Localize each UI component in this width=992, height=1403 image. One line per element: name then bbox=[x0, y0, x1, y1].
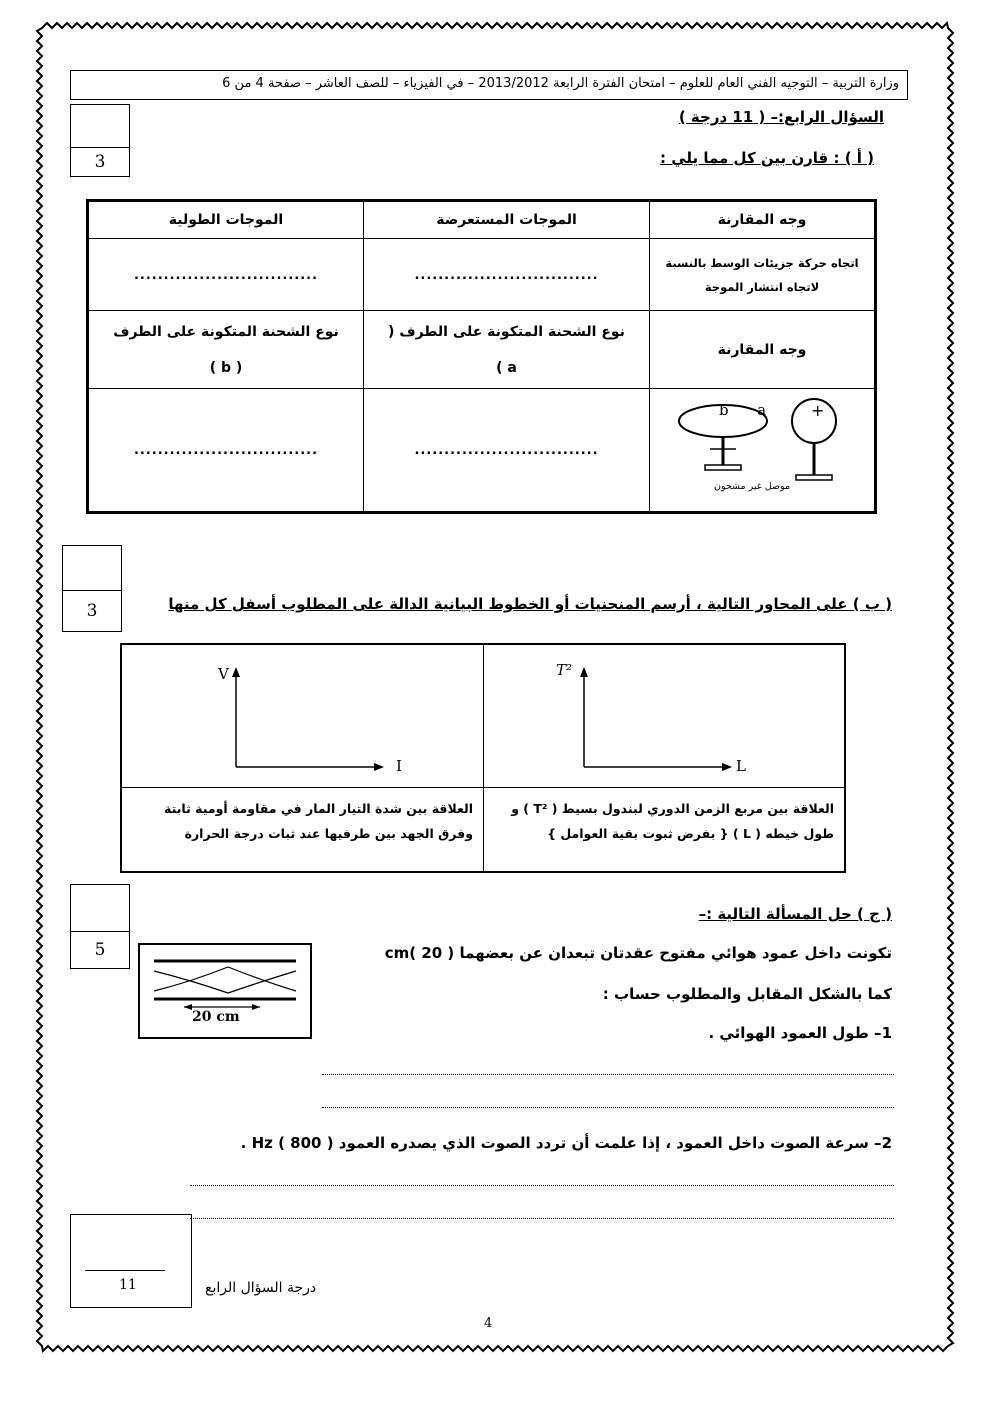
problem-line-2: كما بالشكل المقابل والمطلوب حساب : bbox=[602, 985, 892, 1003]
row2-label: وجه المقارنة bbox=[650, 311, 876, 389]
score-a: 3 bbox=[94, 152, 106, 172]
sub-question-2: 2– سرعة الصوت داخل العمود ، إذا علمت أن تردد الصوت الذي يصدره العمود Hz ( 800 ) . bbox=[240, 1134, 892, 1152]
part-b-prompt: ( ب ) على المحاور التالية ، أرسم المنحنيات أو الخطوط البيانية الدالة على المطلوب أسفل كل منها bbox=[168, 595, 892, 613]
figure-caption: موصل غير مشحون bbox=[714, 481, 790, 492]
row2-col-a: نوع الشحنة المتكونة على الطرف ( a ) bbox=[364, 311, 650, 389]
score-box-a bbox=[70, 104, 130, 177]
answer-blank[interactable]: ............................... bbox=[414, 443, 599, 458]
conductor-ends-label: b a bbox=[719, 401, 767, 419]
conductor-figure-cell bbox=[650, 389, 876, 513]
part-c-prompt: ( ج ) حل المسألة التالية :– bbox=[698, 905, 892, 923]
answer-blank[interactable]: ............................... bbox=[133, 443, 319, 458]
score-box-b bbox=[62, 545, 122, 632]
graph-left-y-label: V bbox=[218, 665, 229, 683]
part-a-prompt: ( أ ) : قارن بين كل مما يلي : bbox=[659, 149, 874, 167]
graph-right-axes bbox=[484, 645, 844, 783]
graph-right-caption: العلاقة بين مربع الزمن الدوري لبندول بسيط ( T² ) و طول خيطه ( L ) { بفرض ثبوت بقية العوامل } bbox=[484, 788, 846, 872]
graph-right-cell bbox=[484, 644, 846, 788]
graph-left-caption: العلاقة بين شدة التيار المار في مقاومة أومية ثابتة وفرق الجهد بين طرفيها عند ثبات درجة الحرارة bbox=[121, 788, 484, 872]
total-score-label: درجة السؤال الرابع bbox=[205, 1280, 317, 1296]
positive-charge-sign: + bbox=[811, 401, 825, 420]
sub-question-1: 1– طول العمود الهوائي . bbox=[708, 1024, 892, 1042]
node-distance-label: 20 cm bbox=[192, 1009, 240, 1025]
col-header-transverse: الموجات المستعرضة bbox=[364, 201, 650, 239]
score-b: 3 bbox=[86, 601, 98, 621]
col-header-aspect: وجه المقارنة bbox=[650, 201, 876, 239]
comparison-table bbox=[86, 199, 877, 514]
graph-right-y-label: T² bbox=[556, 661, 573, 679]
answer-blank[interactable]: ............................... bbox=[133, 267, 319, 283]
problem-line-1: تكونت داخل عمود هوائي مفتوح عقدتان تبعدان عن بعضهما cm( 20 ) bbox=[384, 944, 892, 962]
score-box-c bbox=[70, 884, 130, 969]
col-header-longitudinal: الموجات الطولية bbox=[88, 201, 364, 239]
answer-line[interactable] bbox=[322, 1074, 894, 1075]
total-score-box bbox=[70, 1214, 192, 1308]
answer-line[interactable] bbox=[190, 1218, 894, 1219]
score-c: 5 bbox=[94, 940, 106, 960]
row1-label: اتجاه حركة جزيئات الوسط بالنسبة لاتجاه انتشار الموجة bbox=[650, 239, 876, 311]
graph-left-axes bbox=[122, 645, 483, 783]
answer-blank[interactable]: ............................... bbox=[414, 267, 599, 283]
row2-col-b: نوع الشحنة المتكونة على الطرف ( b ) bbox=[88, 311, 364, 389]
answer-line[interactable] bbox=[322, 1107, 894, 1108]
air-column-figure bbox=[138, 943, 312, 1039]
total-score-value: 11 bbox=[119, 1277, 137, 1293]
question-title: السؤال الرابع:– ( 11 درجة ) bbox=[678, 108, 884, 126]
page-number: 4 bbox=[484, 1316, 493, 1331]
graph-left-cell bbox=[121, 644, 484, 788]
exam-header bbox=[70, 70, 908, 100]
graph-right-x-label: L bbox=[736, 757, 746, 775]
graphs-table bbox=[120, 643, 846, 873]
header-text: وزارة التربية – التوجيه الفني العام للعلوم – امتحان الفترة الرابعة 2013/2012 – في الفيزياء – للصف العاشر – صفحة 4 من 6 bbox=[222, 76, 899, 91]
graph-left-x-label: I bbox=[396, 757, 402, 775]
answer-line[interactable] bbox=[190, 1185, 894, 1186]
